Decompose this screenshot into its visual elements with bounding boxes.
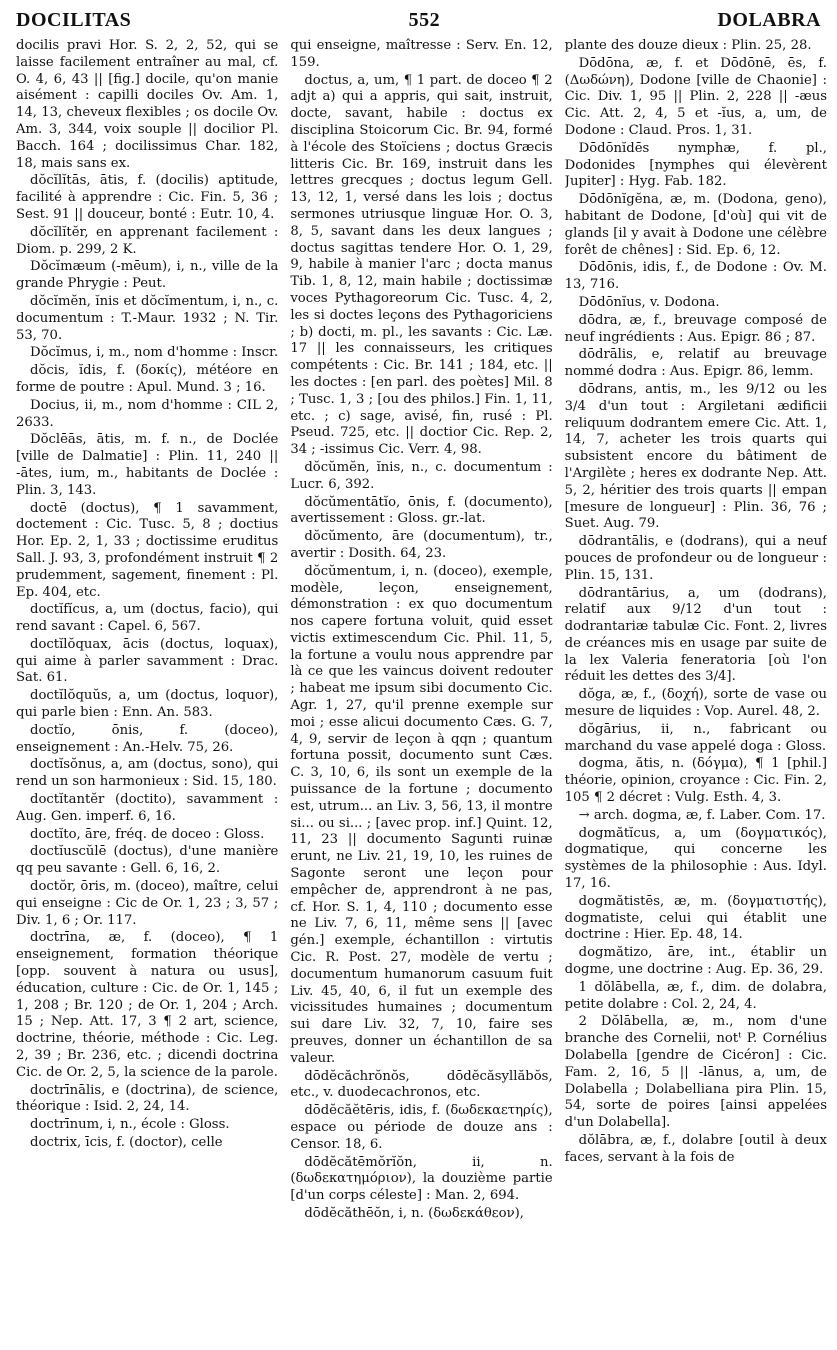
running-head-left: DOCILITAS: [16, 8, 132, 31]
dictionary-entry: doctē (doctus), ¶ 1 savamment, doctement : Cic. Tusc. 5, 8 ; doctius Hor. Ep. 2, 1, 33 ; doctissime eruditus Sall. J. 93, 3, profondément instruit ¶ 2 prudemment, sagement, finement : Pl. Ep. 404, etc.: [16, 500, 279, 600]
dictionary-entry: doctrix, īcis, f. (doctor), celle: [30, 1135, 223, 1150]
dictionary-entry: doctrīna, æ, f. (doceo), ¶ 1 enseignement, formation théorique [opp. souvent à natura ou usus], éducation, culture : Cic. de Or. 1, 145 ; 1, 208 ; Br. 120 ; de Or. 1, 204 ; Arch. 15 ; Nep. Att. 17, 3 ¶ 2 art, science, doctrine, théorie, méthode : Cic. Leg. 2, 39 ; Br. 236, etc. ; dicendi doctrina Cic. de Or. 2, 5, la science de la parole.: [16, 930, 279, 1080]
dictionary-entry: Dōdōnĭgĕna, æ, m. (Dodona, geno), habitant de Dodone, [d'où] qui vit de glands [il y avait à Dodone une célèbre forêt de chênes] : Sid. Ep. 6, 12.: [564, 192, 827, 258]
dictionary-entry: doctĭo, ōnis, f. (doceo), enseignement : An.-Helv. 75, 26.: [16, 722, 279, 755]
dictionary-entry: dŏga, æ, f., (δοχή), sorte de vase ou mesure de liquides : Vop. Aurel. 48, 2.: [564, 687, 827, 720]
dictionary-entry: dŏcĭmĕn, ĭnis et dŏcĭmentum, i, n., c. documentum : T.-Maur. 1932 ; N. Tir. 53, 70.: [16, 293, 279, 343]
dictionary-entry: 2 Dŏlābella, æ, m., nom d'une branche des Cornelii, notᵗ P. Cornélius Dolabella [gendre de Cicéron] : Cic. Fam. 2, 16, 5 || -lānus, a, um, de Dolabella ; Dolabelliana pira Plin. 15, 54, sorte de poires [ainsi appelées d'un Dolabella].: [564, 1014, 827, 1131]
dictionary-entry: dōdĕcăthēŏn, i, n. (δωδεκάθεον),: [304, 1205, 524, 1221]
column-3: [565, 38, 827, 1346]
running-head-right: DOLABRA: [717, 8, 821, 31]
dictionary-entry: doctŏr, ōris, m. (doceo), maître, celui qui enseigne : Cic de Or. 1, 23 ; 3, 57 ; Div. 1, 6 ; Or. 117.: [16, 879, 279, 928]
dictionary-entry: doctĭuscŭlē (doctus), d'une manière qq peu savante : Gell. 6, 16, 2.: [16, 844, 279, 877]
dictionary-entry: doctĭlŏquax, ācis (doctus, loquax), qui aime à parler savamment : Drac. Sat. 61.: [16, 636, 279, 686]
dictionary-entry: dōdrantālis, e (dodrans), qui a neuf pouces de profondeur ou de longueur : Plin. 15, 131.: [564, 534, 827, 583]
dictionary-entry: dōdĕcăĕtēris, idis, f. (δωδεκαετηρίς), espace ou période de douze ans : Censor. 18, 6.: [290, 1103, 553, 1152]
dictionary-entry: dŏcŭmentātĭo, ōnis, f. (documento), avertissement : Gloss. gr.-lat.: [290, 494, 553, 527]
dictionary-entry: doctĭto, āre, fréq. de doceo : Gloss.: [30, 826, 265, 842]
dictionary-entry: dōdra, æ, f., breuvage composé de neuf ingrédients : Aus. Epigr. 86 ; 87.: [564, 312, 827, 345]
dictionary-entry: dōdĕcăchrŏnŏs, dōdĕcăsyllăbŏs, etc., v. duodecachronos, etc.: [290, 1068, 553, 1101]
dictionary-entry: Docius, ii, m., nom d'homme : CIL 2, 2633.: [16, 397, 279, 430]
dictionary-entry: → arch. dogma, æ, f. Laber. Com. 17.: [578, 807, 826, 823]
dictionary-entry: Dōdōnĭus, v. Dodona.: [578, 294, 720, 310]
dictionary-entry: doctĭlŏquŭs, a, um (doctus, loquor), qui parle bien : Enn. An. 583.: [16, 688, 279, 721]
page-number: 552: [408, 8, 441, 31]
dictionary-entry: dŏcĭlĭtĕr, en apprenant facilement : Diom. p. 299, 2 K.: [16, 224, 279, 257]
dictionary-entry: doctus, a, um, ¶ 1 part. de doceo ¶ 2 adjt a) qui a appris, qui sait, instruit, docte, savant, habile : doctus ex disciplina Stoicorum Cic. Br. 94, formé à l'école des Stoïciens ; doctus Græcis litteris Cic. Br. 169, instruit dans les lettres grecques ; doctus legum Gell. 13, 12, 1, versé dans les lois ; doctus sermones utriusque linguæ Hor. O. 3, 8, 5, savant dans les deux langues ; doctus sagittas tendere Hor. O. 1, 29, 9, habile à manier l'arc ; docta manus Tib. 1, 8, 12, main habile ; doctissimæ voces Pythagoreorum Cic. Tusc. 4, 2, les si doctes leçons des Pythagoriciens ; b) docti, m. pl., les savants : Cic. Læ. 17 || les connaisseurs, les critiques compétents : Cic. Br. 141 ; 184, etc. || les doctes : [en parl. des poètes] Mil. 8 ; Tusc. 1, 3 ; [ou des philos.] Fin. 1, 11, etc. ; c) sage, avisé, fin, rusé : Pl. Pseud. 725, etc. || doctior Cic. Rep. 2, 34 ; -issimus Cic. Verr. 4, 98.: [290, 72, 553, 458]
dictionary-entry: qui enseigne, maîtresse : Serv. En. 12, 159.: [290, 38, 553, 70]
page-header: [16, 6, 821, 34]
dictionary-entry: Dŏclēās, ātis, m. f. n., de Doclée [ville de Dalmatie] : Plin. 11, 240 || -ātes, ium, m., habitants de Doclée : Plin. 3, 143.: [16, 432, 279, 498]
dictionary-entry: dŏcĭlĭtās, ātis, f. (docilis) aptitude, facilité à apprendre : Cic. Fin. 5, 36 ; Sest. 91 || douceur, bonté : Eutr. 10, 4.: [16, 173, 279, 222]
dictionary-entry: dōdrālis, e, relatif au breuvage nommé dodra : Aus. Epigr. 86, lemm.: [564, 347, 827, 380]
dictionary-entry: doctrīnum, i, n., école : Gloss.: [30, 1117, 230, 1133]
dictionary-columns: [16, 38, 827, 1346]
dictionary-entry: dŏcŭmento, āre (documentum), tr., avertir : Dosith. 64, 23.: [290, 529, 553, 561]
dictionary-entry: plante des douze dieux : Plin. 25, 28.: [564, 38, 812, 53]
dictionary-entry: dŏlābra, æ, f., dolabre [outil à deux faces, servant à la fois de: [564, 1133, 827, 1165]
dictionary-entry: dŏgārius, ii, n., fabricant ou marchand du vase appelé doga : Gloss.: [564, 721, 827, 754]
dictionary-entry: dŏcis, ĭdis, f. (δοκίς), météore en forme de poutre : Apul. Mund. 3 ; 16.: [16, 363, 279, 395]
dictionary-entry: doctĭtantĕr (doctito), savamment : Aug. Gen. imperf. 6, 16.: [16, 792, 279, 824]
dictionary-entry: docilis pravi Hor. S. 2, 2, 52, qui se laisse facilement entraîner au mal, cf. O. 4, 6, 43 || [fig.] docile, qu'on manie aisément : capilli dociles Ov. Am. 1, 14, 13, cheveux flexibles ; os docile Ov. Am. 3, 344, voix souple || docilior Pl. Bacch. 164 ; docilissimus Char. 182, 18, mais sans ex.: [16, 38, 279, 171]
dictionary-entry: Dŏcĭmæum (-mēum), i, n., ville de la grande Phrygie : Peut.: [16, 259, 279, 292]
dictionary-entry: Dōdōna, æ, f. et Dōdōnē, ēs, f. (Δωδώνη), Dodone [ville de Chaonie] : Cic. Div. 1, 95 || Plin. 2, 228 || -æus Cic. Att. 2, 4, 5 et -ĭus, a, um, de Dodone : Claud. Pros. 1, 31.: [564, 55, 827, 138]
dictionary-entry: doctĭsŏnus, a, am (doctus, sono), qui rend un son harmonieux : Sid. 15, 180.: [16, 757, 279, 790]
dictionary-entry: doctĭfĭcus, a, um (doctus, facio), qui rend savant : Capel. 6, 567.: [16, 602, 279, 635]
dictionary-entry: dogmătĭcus, a, um (δογματικός), dogmatique, qui concerne les systèmes de la philosophie : Aus. Idyl. 17, 16.: [564, 825, 827, 892]
dictionary-entry: 1 dŏlābella, æ, f., dim. de dolabra, petite dolabre : Col. 2, 24, 4.: [564, 979, 827, 1012]
dictionary-entry: Dōdōnĭdēs nymphæ, f. pl., Dodonides [nymphes qui élevèrent Jupiter] : Hyg. Fab. 182.: [564, 140, 827, 190]
dictionary-entry: dōdĕcătēmŏrĭŏn, ii, n. (δωδεκατημόριον), la douzième partie [d'un corps céleste] : Man. 2, 694.: [290, 1154, 553, 1204]
dictionary-entry: dogmătizo, āre, int., établir un dogme, une doctrine : Aug. Ep. 36, 29.: [564, 945, 827, 978]
dictionary-entry: Dōdōnis, idis, f., de Dodone : Ov. M. 13, 716.: [564, 260, 827, 293]
dictionary-entry: dōdrans, antis, m., les 9/12 ou les 3/4 d'un tout : Argiletani ædificii reliquum dodrantem emere Cic. Att. 1, 14, 7, acheter les trois quarts qui subsistent encore du bâtiment de l'Argilète ; heres ex dodrante Nep. Att. 5, 2, héritier des trois quarts || empan [mesure de longueur] : Plin. 36, 76 ; Suet. Aug. 79.: [564, 381, 827, 532]
dictionary-entry: dŏcŭmentum, i, n. (doceo), exemple, modèle, leçon, enseignement, démonstration : ex quo documentum nos capere fortuna voluit, quid esset victis extimescendum Cic. Phil. 11, 5, la fortune a voulu nous apprendre par là ce que les vaincus doivent redouter ; habeat me ipsum sibi documento Cic. Agr. 1, 27, qu'il prenne exemple sur moi ; esse alicui documento Cæs. G. 7, 4, 9, servir de leçon à qqn ; quantum fortuna possit, documento sunt Cæs. C. 3, 10, 6, ils sont un exemple de la puissance de la fortune ; documento est, utrum... an Liv. 3, 56, 13, il montre si... ou si... ; [avec prop. inf.] Quint. 12, 11, 23 || documento Sagunti ruinæ erunt, ne Liv. 21, 19, 10, les ruines de Sagonte seront une leçon pour empêcher de, apprendront à ne pas, cf. Hor. S. 1, 4, 110 ; documento esse ne Liv. 7, 6, 11, même sens || [avec gén.] exemple, échantillon : virtutis Cic. R. Post. 27, modèle de vertu ; documentum humanorum casuum fuit Liv. 45, 40, 6, il fut un exemple des vicissitudes humaines ; documentum sui dare Liv. 32, 7, 10, faire ses preuves, donner un échantillon de sa valeur.: [290, 563, 553, 1066]
dictionary-entry: doctrīnālis, e (doctrina), de science, théorique : Isid. 2, 24, 14.: [16, 1082, 279, 1115]
dictionary-entry: dŏcŭmĕn, ĭnis, n., c. documentum : Lucr. 6, 392.: [290, 459, 553, 492]
dictionary-entry: dogma, ătis, n. (δόγμα), ¶ 1 [phil.] théorie, opinion, croyance : Cic. Fin. 2, 105 ¶ 2 décret : Vulg. Esth. 4, 3.: [564, 756, 827, 806]
column-1: [16, 38, 278, 1346]
column-2: [290, 38, 552, 1346]
dictionary-entry: dōdrantārius, a, um (dodrans), relatif aux 9/12 d'un tout : dodrantariæ tabulæ Cic. Font. 2, livres de créances mis en usage par suite de la lex Valeria feneratoria [où l'on réduit les dettes des 3/4].: [564, 585, 827, 685]
dictionary-entry: Dŏcĭmus, i, m., nom d'homme : Inscr.: [30, 345, 279, 361]
dictionary-entry: dogmătistēs, æ, m. (δογματιστής), dogmatiste, celui qui établit une doctrine : Hier. Ep. 48, 14.: [564, 893, 827, 943]
